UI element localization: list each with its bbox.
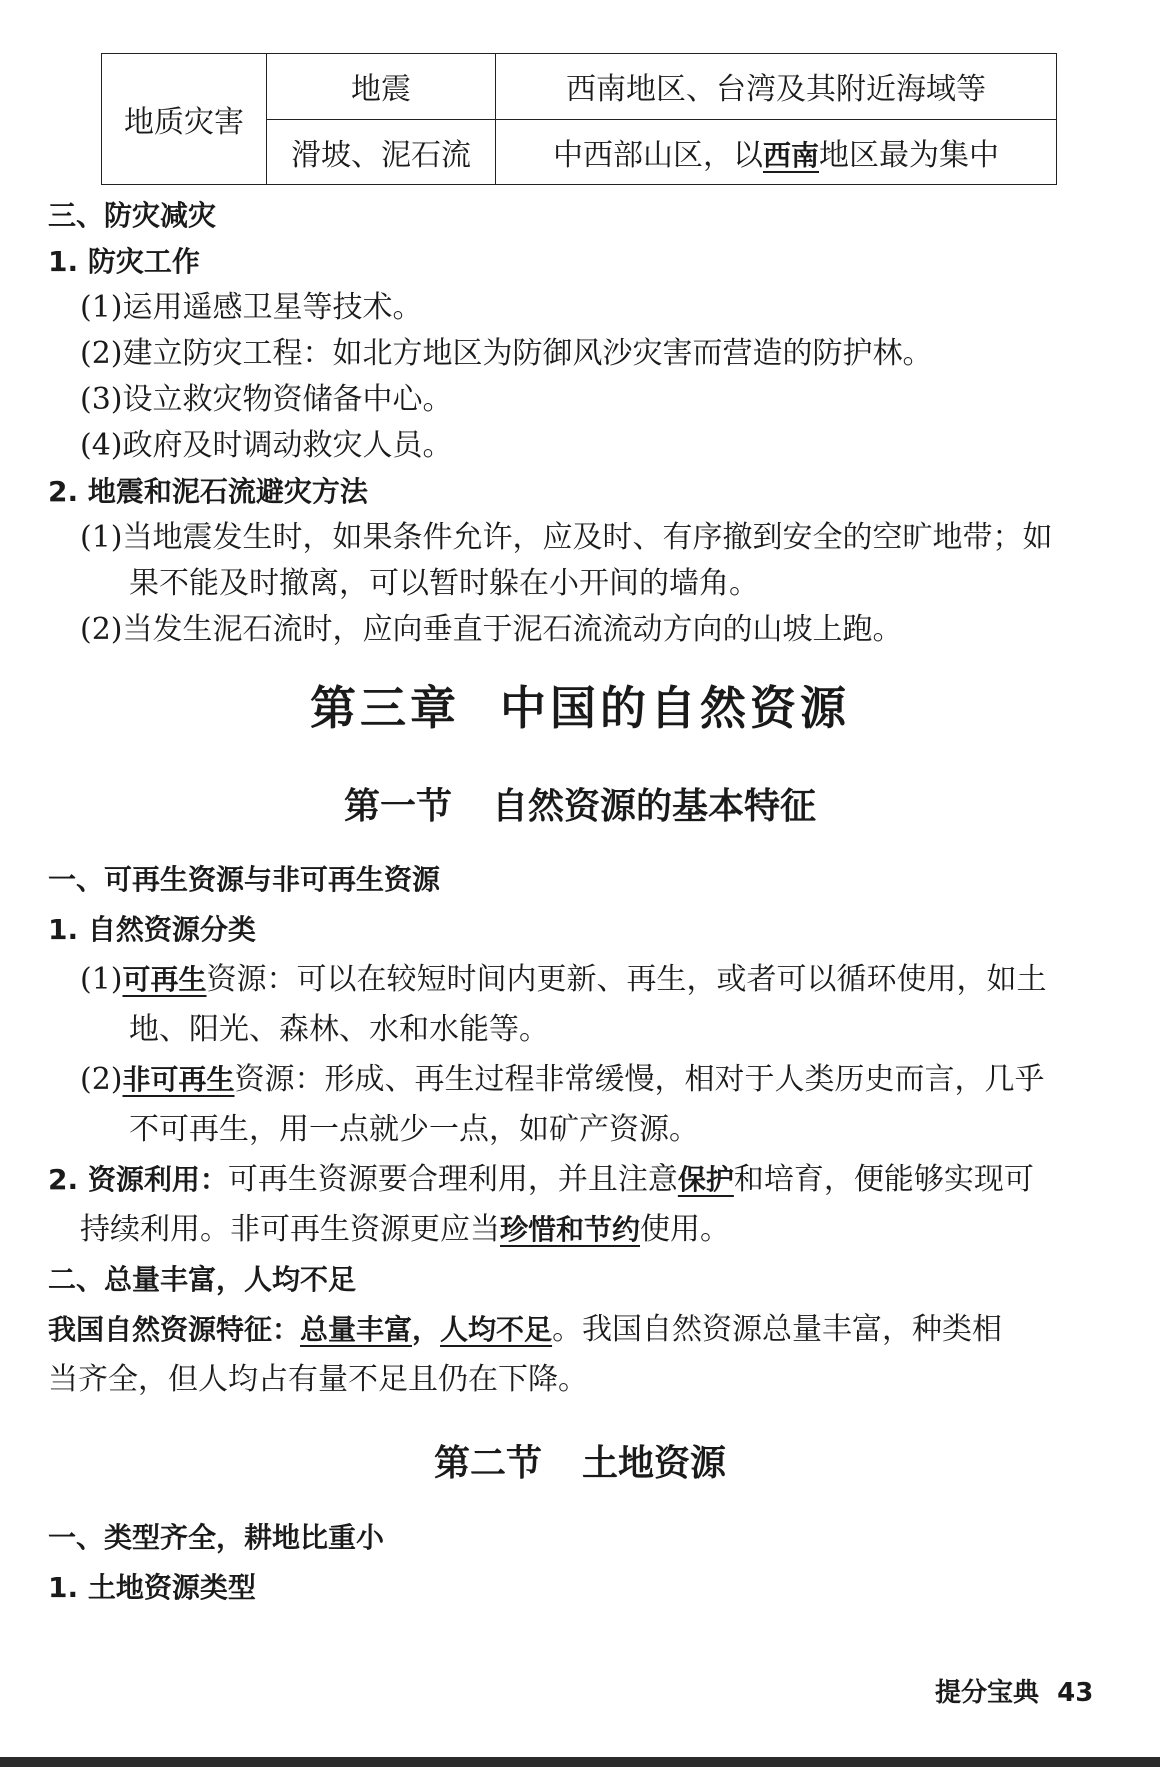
region-highlight: 西南 — [762, 138, 819, 172]
list-item: (4)政府及时调动救灾人员。 — [80, 428, 453, 463]
key-term: 总量丰富 — [300, 1313, 413, 1346]
chapter-number: 第三章 — [310, 681, 460, 735]
paragraph-continued: 持续利用。非可再生资源更应当珍惜和节约使用。 — [80, 1212, 731, 1247]
item-title: 2. 地震和泥石流避灾方法 — [48, 475, 368, 508]
item-title: 2. 资源利用： — [48, 1163, 228, 1196]
page-number: 43 — [1057, 1678, 1094, 1708]
paragraph-continued: 当齐全，但人均占有量不足且仍在下降。 — [48, 1362, 588, 1397]
table-cell-region: 西南地区、台湾及其附近海域等 — [496, 54, 1057, 120]
disaster-table — [101, 53, 1057, 185]
book-name: 提分宝典 — [935, 1678, 1040, 1708]
key-term: 非可再生 — [122, 1063, 235, 1096]
bottom-bar — [0, 1757, 1160, 1767]
section-name: 土地资源 — [582, 1442, 727, 1484]
table-cell-type: 地震 — [267, 54, 496, 120]
feature-label: 我国自然资源特征： — [48, 1313, 301, 1346]
list-item: (1)可再生资源：可以在较短时间内更新、再生，或者可以循环使用，如土 — [80, 962, 1047, 997]
section-number: 第一节 — [343, 785, 452, 827]
table-row — [102, 54, 1057, 120]
key-term: 保护 — [677, 1163, 734, 1196]
section-title — [0, 778, 1160, 829]
chapter-name: 中国的自然资源 — [500, 681, 850, 735]
region-text: 地区最为集中 — [819, 137, 999, 173]
list-item: (2)建立防灾工程：如北方地区为防御风沙灾害而营造的防护林。 — [80, 336, 933, 371]
list-item-continued: 果不能及时撤离，可以暂时躲在小开间的墙角。 — [129, 566, 759, 601]
paragraph: 2. 资源利用：可再生资源要合理利用，并且注意保护和培育，便能够实现可 — [48, 1162, 1034, 1197]
item-title: 1. 土地资源类型 — [48, 1571, 256, 1604]
section-title — [0, 1435, 1160, 1486]
paragraph: 我国自然资源特征：总量丰富，人均不足。我国自然资源总量丰富，种类相 — [48, 1312, 1003, 1347]
section-number: 第二节 — [433, 1442, 542, 1484]
list-item: (2)非可再生资源：形成、再生过程非常缓慢，相对于人类历史而言，几乎 — [80, 1062, 1045, 1097]
heading-disaster-prevention: 三、防灾减灾 — [48, 199, 217, 232]
list-item-continued: 地、阳光、森林、水和水能等。 — [129, 1012, 549, 1047]
heading: 一、类型齐全，耕地比重小 — [48, 1521, 385, 1554]
section-name: 自然资源的基本特征 — [492, 785, 817, 827]
item-title: 1. 自然资源分类 — [48, 913, 256, 946]
list-item: (1)运用遥感卫星等技术。 — [80, 290, 423, 325]
heading: 一、可再生资源与非可再生资源 — [48, 863, 441, 896]
key-term: 人均不足 — [440, 1313, 553, 1346]
key-term: 珍惜和节约 — [500, 1213, 641, 1246]
list-item: (3)设立救灾物资储备中心。 — [80, 382, 453, 417]
list-item: (1)当地震发生时，如果条件允许，应及时、有序撤到安全的空旷地带；如 — [80, 520, 1053, 555]
heading: 二、总量丰富，人均不足 — [48, 1263, 357, 1296]
chapter-title — [0, 672, 1160, 738]
table-cell-type: 滑坡、泥石流 — [267, 119, 496, 185]
key-term: 可再生 — [122, 963, 207, 996]
table-cell-category: 地质灾害 — [102, 54, 267, 185]
item-title: 1. 防灾工作 — [48, 245, 200, 278]
region-text: 中西部山区，以 — [552, 137, 763, 173]
list-item: (2)当发生泥石流时，应向垂直于泥石流流动方向的山坡上跑。 — [80, 612, 903, 647]
page-footer — [935, 1672, 1093, 1709]
table-cell-region — [496, 119, 1057, 185]
list-item-continued: 不可再生，用一点就少一点，如矿产资源。 — [129, 1112, 699, 1147]
